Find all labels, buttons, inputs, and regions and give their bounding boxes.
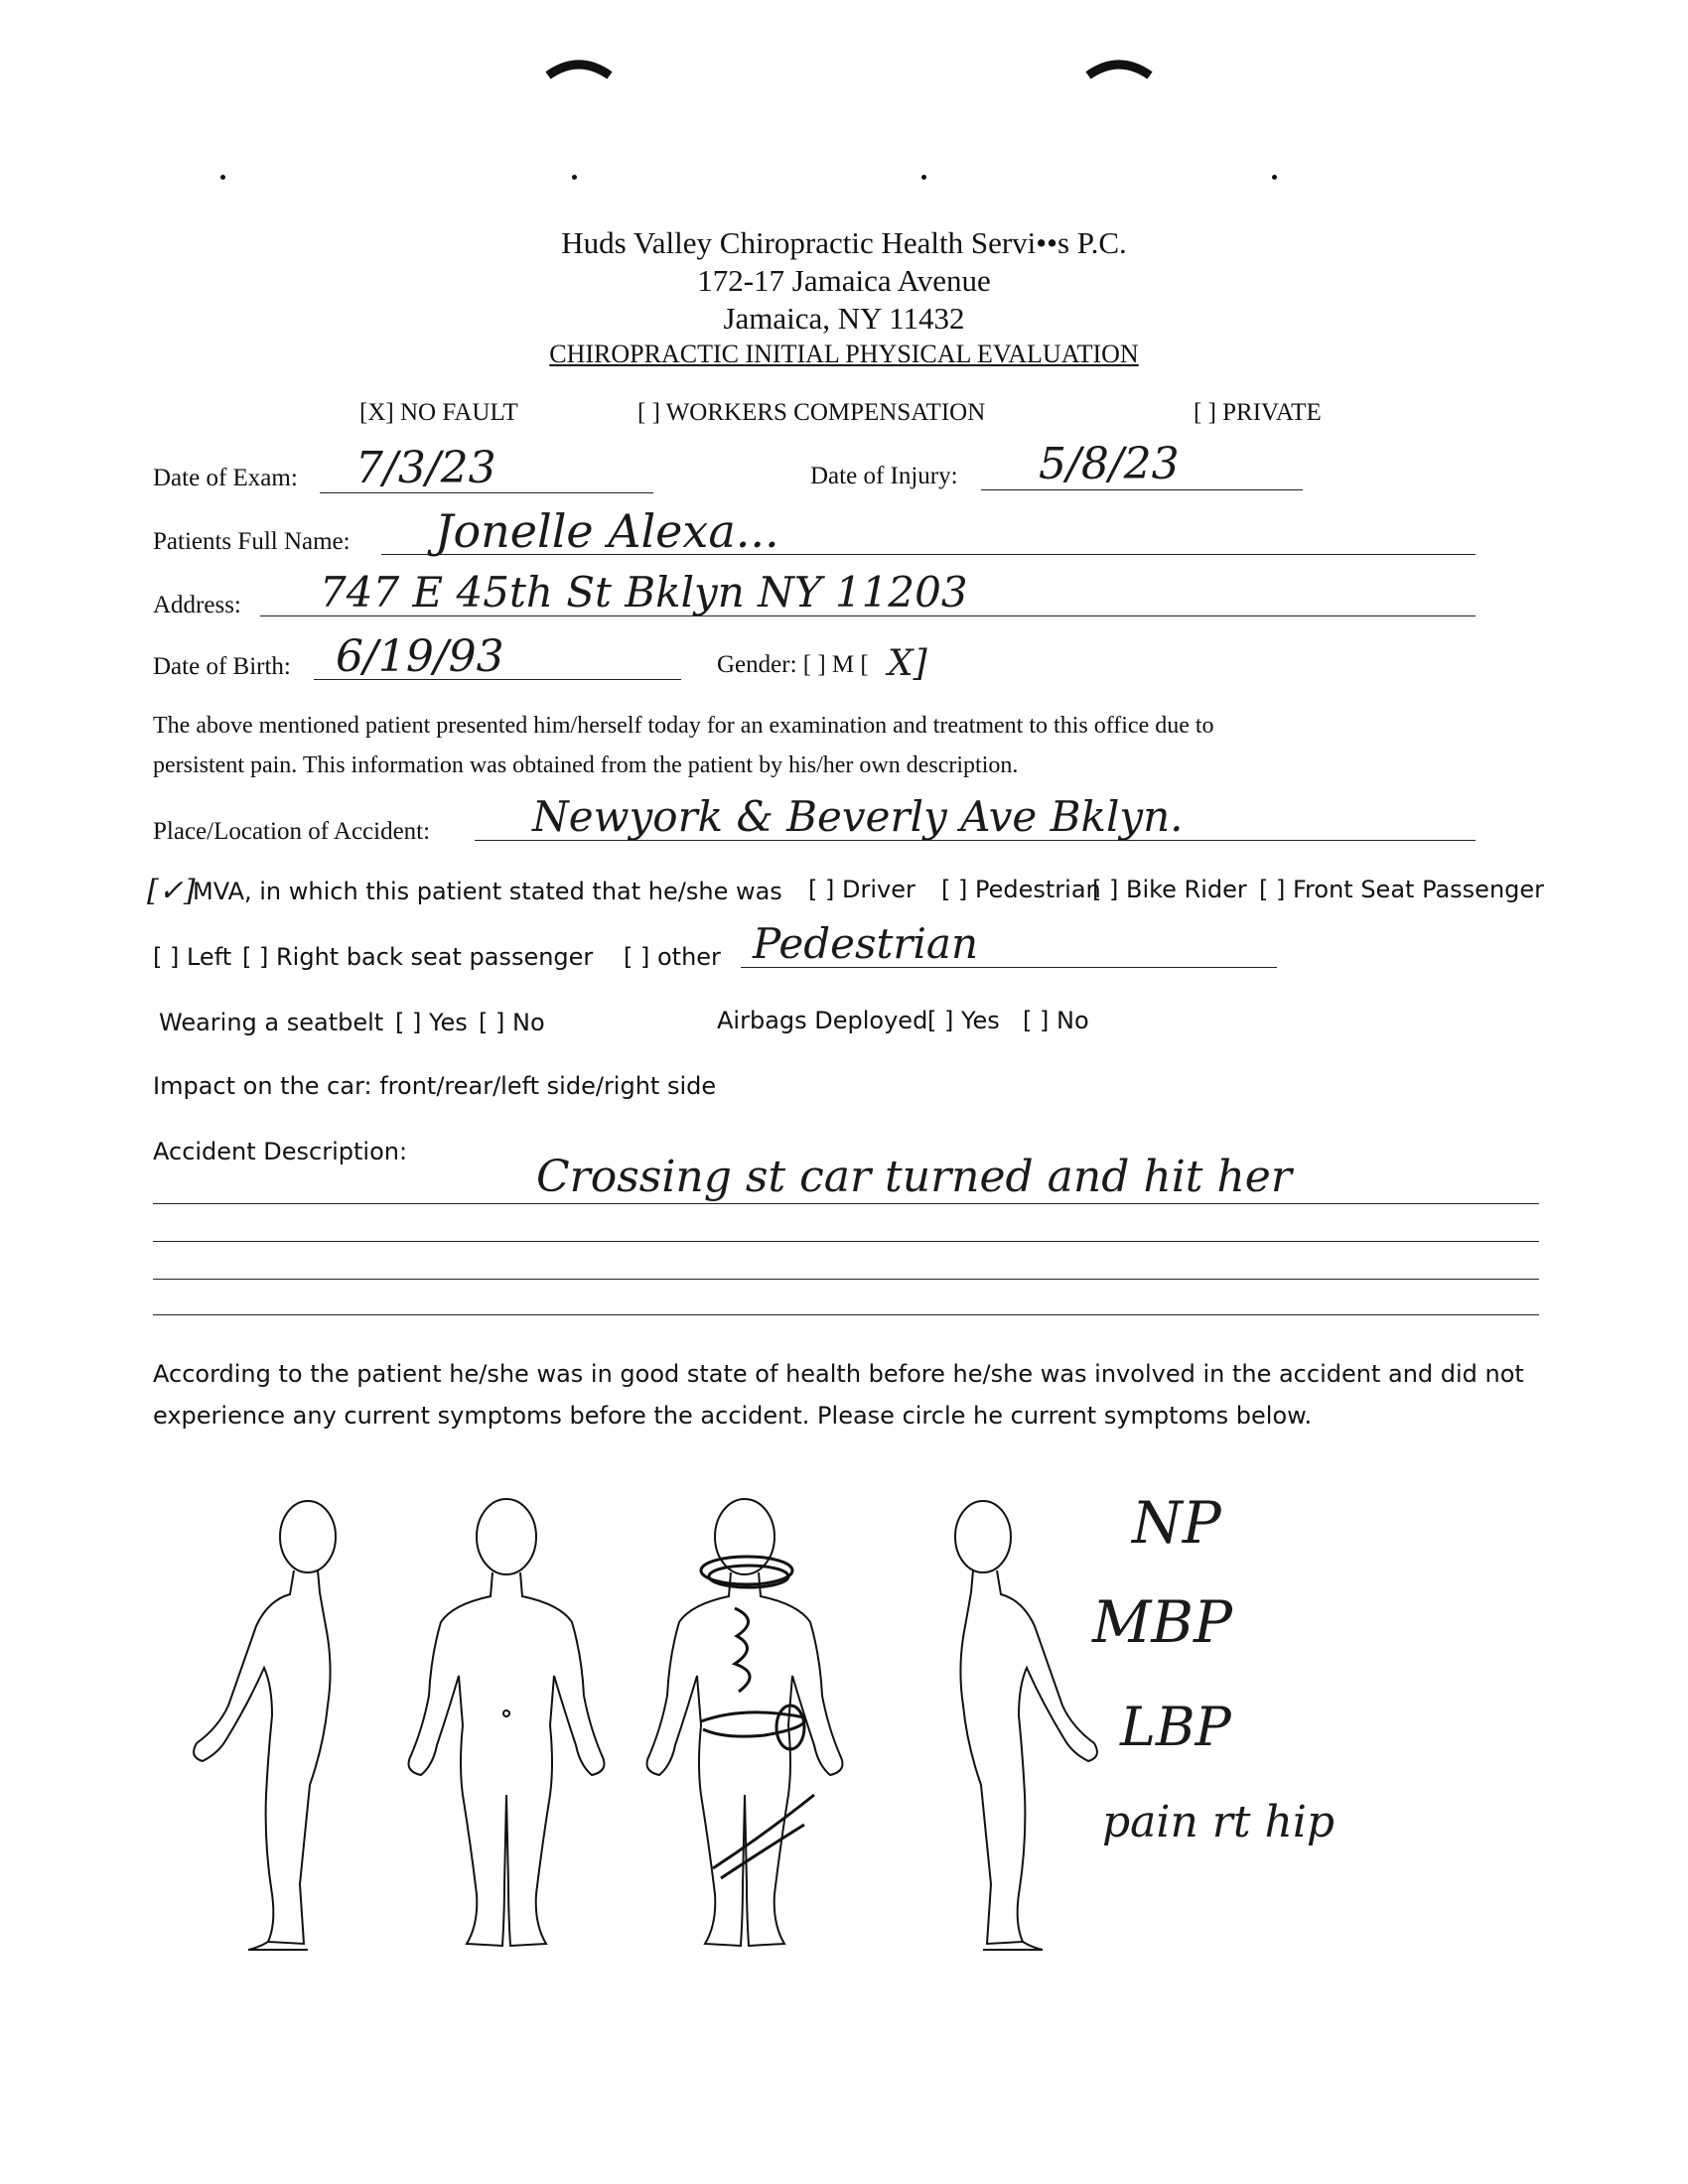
body-figure-side-right [955,1501,1097,1950]
private-checkbox[interactable]: [ ] PRIVATE [1194,399,1322,426]
address-value[interactable]: 747 E 45th St Bklyn NY 11203 [320,568,968,616]
airbags-yes-checkbox[interactable]: [ ] Yes [927,1007,1000,1034]
clinic-street: 172-17 Jamaica Avenue [697,263,991,298]
seatbelt-label: Wearing a seatbelt [159,1009,384,1036]
scan-dot [921,175,926,180]
punch-mark-left [544,54,614,83]
clinic-city: Jamaica, NY 11432 [723,301,965,336]
punch-mark-right [1084,54,1154,83]
body-figure-front [409,1499,605,1946]
scan-dot [1272,175,1277,180]
form-title: CHIROPRACTIC INITIAL PHYSICAL EVALUATION [549,340,1139,368]
mva-label: MVA, in which this patient stated that he/she was [193,878,782,905]
right-back-checkbox[interactable]: [ ] Right back seat passenger [242,943,594,971]
symptom-mbp: MBP [1092,1588,1233,1656]
description-line-4 [153,1314,1539,1315]
other-value[interactable]: Pedestrian [753,919,979,968]
date-of-injury-value[interactable]: 5/8/23 [1039,439,1180,489]
place-label: Place/Location of Accident: [153,818,431,845]
body-figure-side-left [194,1501,336,1950]
date-of-exam-label: Date of Exam: [153,465,298,491]
description-value[interactable]: Crossing st car turned and hit her [536,1152,1292,1202]
gender-label: Gender: [ ] M [ [717,651,869,678]
airbags-label: Airbags Deployed [717,1007,928,1034]
date-of-exam-value[interactable]: 7/3/23 [355,443,496,493]
body-diagram [169,1497,1182,1954]
health-line-1: According to the patient he/she was in good state of health before he/she was involved in the accident and did not [153,1360,1524,1388]
left-checkbox[interactable]: [ ] Left [153,943,232,971]
driver-checkbox[interactable]: [ ] Driver [808,876,915,903]
patient-name-label: Patients Full Name: [153,528,351,555]
mva-checkbox[interactable]: [✓] [147,874,196,908]
date-of-injury-line [981,489,1303,490]
workers-comp-checkbox[interactable]: [ ] WORKERS COMPENSATION [637,399,986,426]
statement-line-1: The above mentioned patient presented him/herself today for an examination and treatment to this office due to [153,713,1214,739]
description-line-1 [153,1203,1539,1204]
symptom-hip-pain: pain rt hip [1102,1797,1336,1847]
description-label: Accident Description: [153,1138,408,1165]
description-line-3 [153,1279,1539,1280]
pedestrian-checkbox[interactable]: [ ] Pedestrian [941,876,1101,903]
scan-dot [220,175,225,180]
clinic-name: Huds Valley Chiropractic Health Servi••s P.C. [561,225,1127,260]
scan-dot [572,175,577,180]
airbags-no-checkbox[interactable]: [ ] No [1023,1007,1089,1034]
dob-value[interactable]: 6/19/93 [336,631,504,682]
bike-rider-checkbox[interactable]: [ ] Bike Rider [1092,876,1247,903]
symptom-lbp: LBP [1120,1696,1231,1758]
other-checkbox[interactable]: [ ] other [624,943,721,971]
gender-female-mark[interactable]: X] [888,643,927,684]
health-line-2: experience any current symptoms before the accident. Please circle he current symptoms below. [153,1402,1313,1430]
front-seat-checkbox[interactable]: [ ] Front Seat Passenger [1259,876,1545,903]
impact-label: Impact on the car: front/rear/left side/right side [153,1072,717,1100]
place-value[interactable]: Newyork & Beverly Ave Bklyn. [532,792,1184,841]
date-of-injury-label: Date of Injury: [810,463,958,489]
seatbelt-yes-checkbox[interactable]: [ ] Yes [395,1009,468,1036]
no-fault-checkbox[interactable]: [X] NO FAULT [359,399,518,426]
statement-line-2: persistent pain. This information was obtained from the patient by his/her own description. [153,752,1019,778]
patient-name-value[interactable]: Jonelle Alexa... [435,504,779,558]
pain-markings [701,1557,814,1878]
symptom-np: NP [1132,1489,1221,1557]
description-line-2 [153,1241,1539,1242]
address-label: Address: [153,592,241,618]
dob-label: Date of Birth: [153,653,291,680]
seatbelt-no-checkbox[interactable]: [ ] No [479,1009,545,1036]
